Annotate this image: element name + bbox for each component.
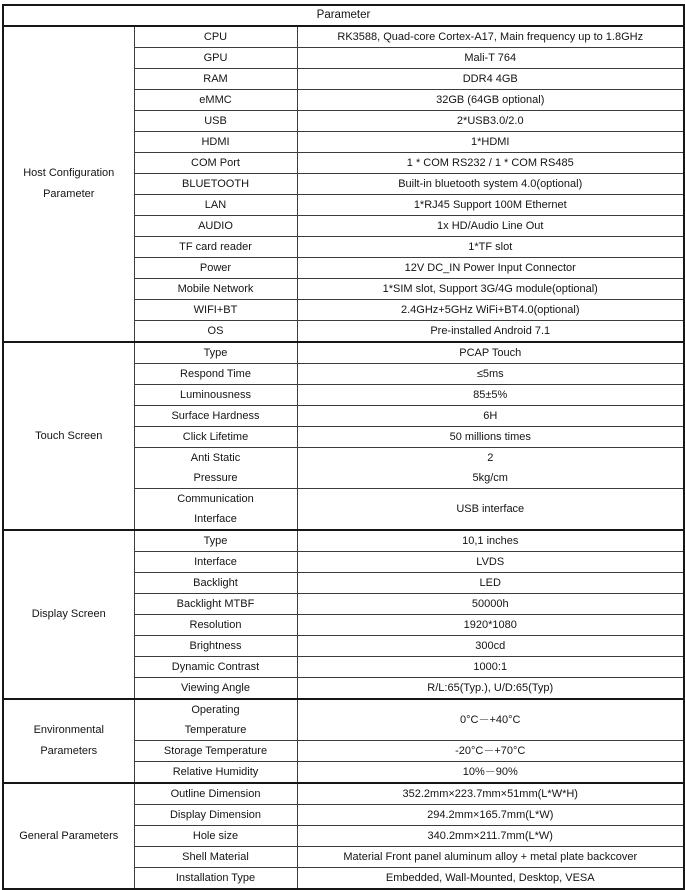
param-name: Surface Hardness (134, 406, 297, 427)
param-value: Material Front panel aluminum alloy + metal plate backcover (297, 847, 684, 868)
param-name: COM Port (134, 153, 297, 174)
param-name: Shell Material (134, 847, 297, 868)
table-row (3, 699, 684, 741)
param-value: 6H (297, 406, 684, 427)
param-value: 1*HDMI (297, 132, 684, 153)
param-value: -20°C－+70°C (297, 741, 684, 762)
section-label: Touch Screen (3, 342, 134, 530)
param-value: 1*TF slot (297, 237, 684, 258)
param-value: 85±5% (297, 385, 684, 406)
param-name: Communication Interface (134, 489, 297, 531)
param-value: 1000:1 (297, 657, 684, 678)
param-value: 10%－90% (297, 762, 684, 784)
param-name: Display Dimension (134, 805, 297, 826)
param-name: GPU (134, 48, 297, 69)
param-name: Anti Static Pressure (134, 448, 297, 489)
param-name: Brightness (134, 636, 297, 657)
param-name: Outline Dimension (134, 783, 297, 805)
param-value: Built-in bluetooth system 4.0(optional) (297, 174, 684, 195)
param-value: 340.2mm×211.7mm(L*W) (297, 826, 684, 847)
param-value: USB interface (297, 489, 684, 531)
table-title: Parameter (3, 5, 684, 26)
param-value: 32GB (64GB optional) (297, 90, 684, 111)
param-name: RAM (134, 69, 297, 90)
param-name: Respond Time (134, 364, 297, 385)
param-name: Mobile Network (134, 279, 297, 300)
param-value: 352.2mm×223.7mm×51mm(L*W*H) (297, 783, 684, 805)
section-label: Host Configuration Parameter (3, 26, 134, 342)
param-value: DDR4 4GB (297, 69, 684, 90)
param-value: LVDS (297, 552, 684, 573)
param-name: LAN (134, 195, 297, 216)
section-label: General Parameters (3, 783, 134, 889)
param-name: AUDIO (134, 216, 297, 237)
param-name: Luminousness (134, 385, 297, 406)
param-value: Mali-T 764 (297, 48, 684, 69)
table-row (3, 783, 684, 805)
param-value: 300cd (297, 636, 684, 657)
param-name: Storage Temperature (134, 741, 297, 762)
param-name: eMMC (134, 90, 297, 111)
param-name: Backlight (134, 573, 297, 594)
param-name: Power (134, 258, 297, 279)
table-row (3, 342, 684, 364)
param-name: Operating Temperature (134, 699, 297, 741)
param-value: 1x HD/Audio Line Out (297, 216, 684, 237)
param-value: 1*SIM slot, Support 3G/4G module(optional) (297, 279, 684, 300)
param-name: Hole size (134, 826, 297, 847)
param-value: 10,1 inches (297, 530, 684, 552)
param-name: Type (134, 342, 297, 364)
param-value: PCAP Touch (297, 342, 684, 364)
param-value: LED (297, 573, 684, 594)
param-value: 12V DC_IN Power Input Connector (297, 258, 684, 279)
param-value: 1 * COM RS232 / 1 * COM RS485 (297, 153, 684, 174)
param-value: 2*USB3.0/2.0 (297, 111, 684, 132)
param-value: ≤5ms (297, 364, 684, 385)
param-value: 50 millions times (297, 427, 684, 448)
param-name: Dynamic Contrast (134, 657, 297, 678)
param-value: 1*RJ45 Support 100M Ethernet (297, 195, 684, 216)
param-value: 0°C－+40°C (297, 699, 684, 741)
param-name: HDMI (134, 132, 297, 153)
parameter-table (2, 4, 685, 890)
table-row (3, 530, 684, 552)
param-name: OS (134, 321, 297, 343)
table-header-row (3, 5, 684, 26)
param-name: Backlight MTBF (134, 594, 297, 615)
param-value: 2 5kg/cm (297, 448, 684, 489)
param-name: Relative Humidity (134, 762, 297, 784)
param-name: BLUETOOTH (134, 174, 297, 195)
param-name: Interface (134, 552, 297, 573)
section-label: Display Screen (3, 530, 134, 699)
param-name: Installation Type (134, 868, 297, 890)
param-name: Click Lifetime (134, 427, 297, 448)
param-name: Resolution (134, 615, 297, 636)
param-value: RK3588, Quad-core Cortex-A17, Main frequency up to 1.8GHz (297, 26, 684, 48)
param-value: 2.4GHz+5GHz WiFi+BT4.0(optional) (297, 300, 684, 321)
param-value: R/L:65(Typ.), U/D:65(Typ) (297, 678, 684, 700)
param-value: Embedded, Wall-Mounted, Desktop, VESA (297, 868, 684, 890)
table-row (3, 26, 684, 48)
section-label: Environmental Parameters (3, 699, 134, 783)
param-name: CPU (134, 26, 297, 48)
param-name: TF card reader (134, 237, 297, 258)
param-value: 294.2mm×165.7mm(L*W) (297, 805, 684, 826)
param-name: Viewing Angle (134, 678, 297, 700)
param-name: USB (134, 111, 297, 132)
param-name: WIFI+BT (134, 300, 297, 321)
param-name: Type (134, 530, 297, 552)
spec-table-body (3, 26, 684, 889)
param-value: Pre-installed Android 7.1 (297, 321, 684, 343)
param-value: 1920*1080 (297, 615, 684, 636)
param-value: 50000h (297, 594, 684, 615)
